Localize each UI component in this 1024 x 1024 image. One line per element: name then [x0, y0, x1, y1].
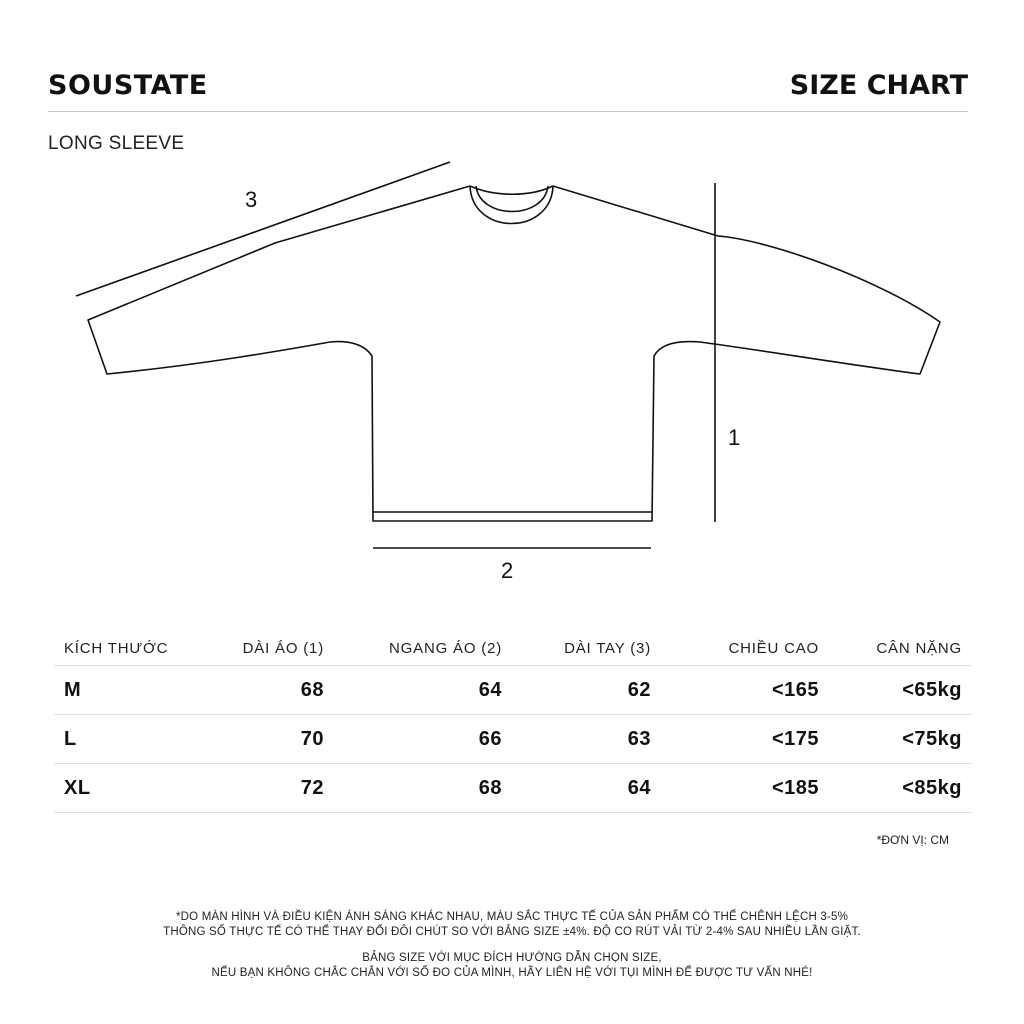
measure-line-sleeve — [76, 162, 450, 296]
collar-top — [470, 186, 553, 194]
cell-height: <185 — [651, 764, 819, 813]
product-name: LONG SLEEVE — [48, 133, 185, 154]
footnote-color-disclaimer: *DO MÀN HÌNH VÀ ĐIỀU KIỆN ÁNH SÁNG KHÁC NHAU, MÀU SẮC THỰC TẾ CỦA SẢN PHẨM CÓ THỂ CHÊNH LỆCH 3-5% — [175, 911, 849, 923]
collar-inner — [476, 186, 548, 212]
cell-weight: <75kg — [819, 715, 972, 764]
cell-length: 72 — [204, 764, 324, 813]
cell-width: 66 — [324, 715, 502, 764]
size-table-header-row — [54, 632, 972, 666]
footnote-contact: NẾU BẠN KHÔNG CHẮC CHẮN VỚI SỐ ĐO CỦA MÌNH, HÃY LIÊN HỆ VỚI TỤI MÌNH ĐỂ ĐƯỢC TƯ VẤN NHÉ! — [211, 967, 813, 979]
cell-weight: <65kg — [819, 666, 972, 715]
header-sleeve: DÀI TAY (3) — [502, 632, 651, 666]
cell-length: 70 — [204, 715, 324, 764]
dimension-label-length: 1 — [728, 425, 741, 450]
table-row — [54, 715, 972, 764]
header-width: NGANG ÁO (2) — [324, 632, 502, 666]
size-table — [54, 632, 972, 813]
cell-size: XL — [54, 764, 204, 813]
cell-width: 64 — [324, 666, 502, 715]
cell-sleeve: 64 — [502, 764, 651, 813]
cell-size: L — [54, 715, 204, 764]
cell-sleeve: 63 — [502, 715, 651, 764]
collar-outer — [470, 186, 553, 224]
cell-sleeve: 62 — [502, 666, 651, 715]
cell-weight: <85kg — [819, 764, 972, 813]
dimension-label-width: 2 — [501, 558, 514, 583]
table-row — [54, 666, 972, 715]
shirt-outline — [88, 186, 940, 521]
brand-logo: SOUSTATE — [48, 70, 208, 101]
header-weight: CÂN NẶNG — [819, 632, 972, 666]
header-height: CHIỀU CAO — [651, 632, 819, 666]
cell-width: 68 — [324, 764, 502, 813]
table-row — [54, 764, 972, 813]
cell-height: <165 — [651, 666, 819, 715]
page-title: SIZE CHART — [789, 70, 968, 101]
footnote-guide-purpose: BẢNG SIZE VỚI MỤC ĐÍCH HƯỚNG DẪN CHỌN SIZE, — [362, 952, 662, 964]
header-size: KÍCH THƯỚC — [54, 632, 204, 666]
dimension-label-sleeve: 3 — [245, 187, 258, 212]
footnote-tolerance: THÔNG SỐ THỰC TẾ CÓ THỂ THAY ĐỔI ĐÔI CHÚT SO VỚI BẢNG SIZE ±4%. ĐỘ CO RÚT VẢI TỪ 2-4% SAU NHIỀU LẦN GIẶT. — [163, 926, 861, 938]
header-length: DÀI ÁO (1) — [204, 632, 324, 666]
cell-length: 68 — [204, 666, 324, 715]
unit-note: *ĐƠN VỊ: CM — [876, 833, 949, 847]
cell-height: <175 — [651, 715, 819, 764]
cell-size: M — [54, 666, 204, 715]
